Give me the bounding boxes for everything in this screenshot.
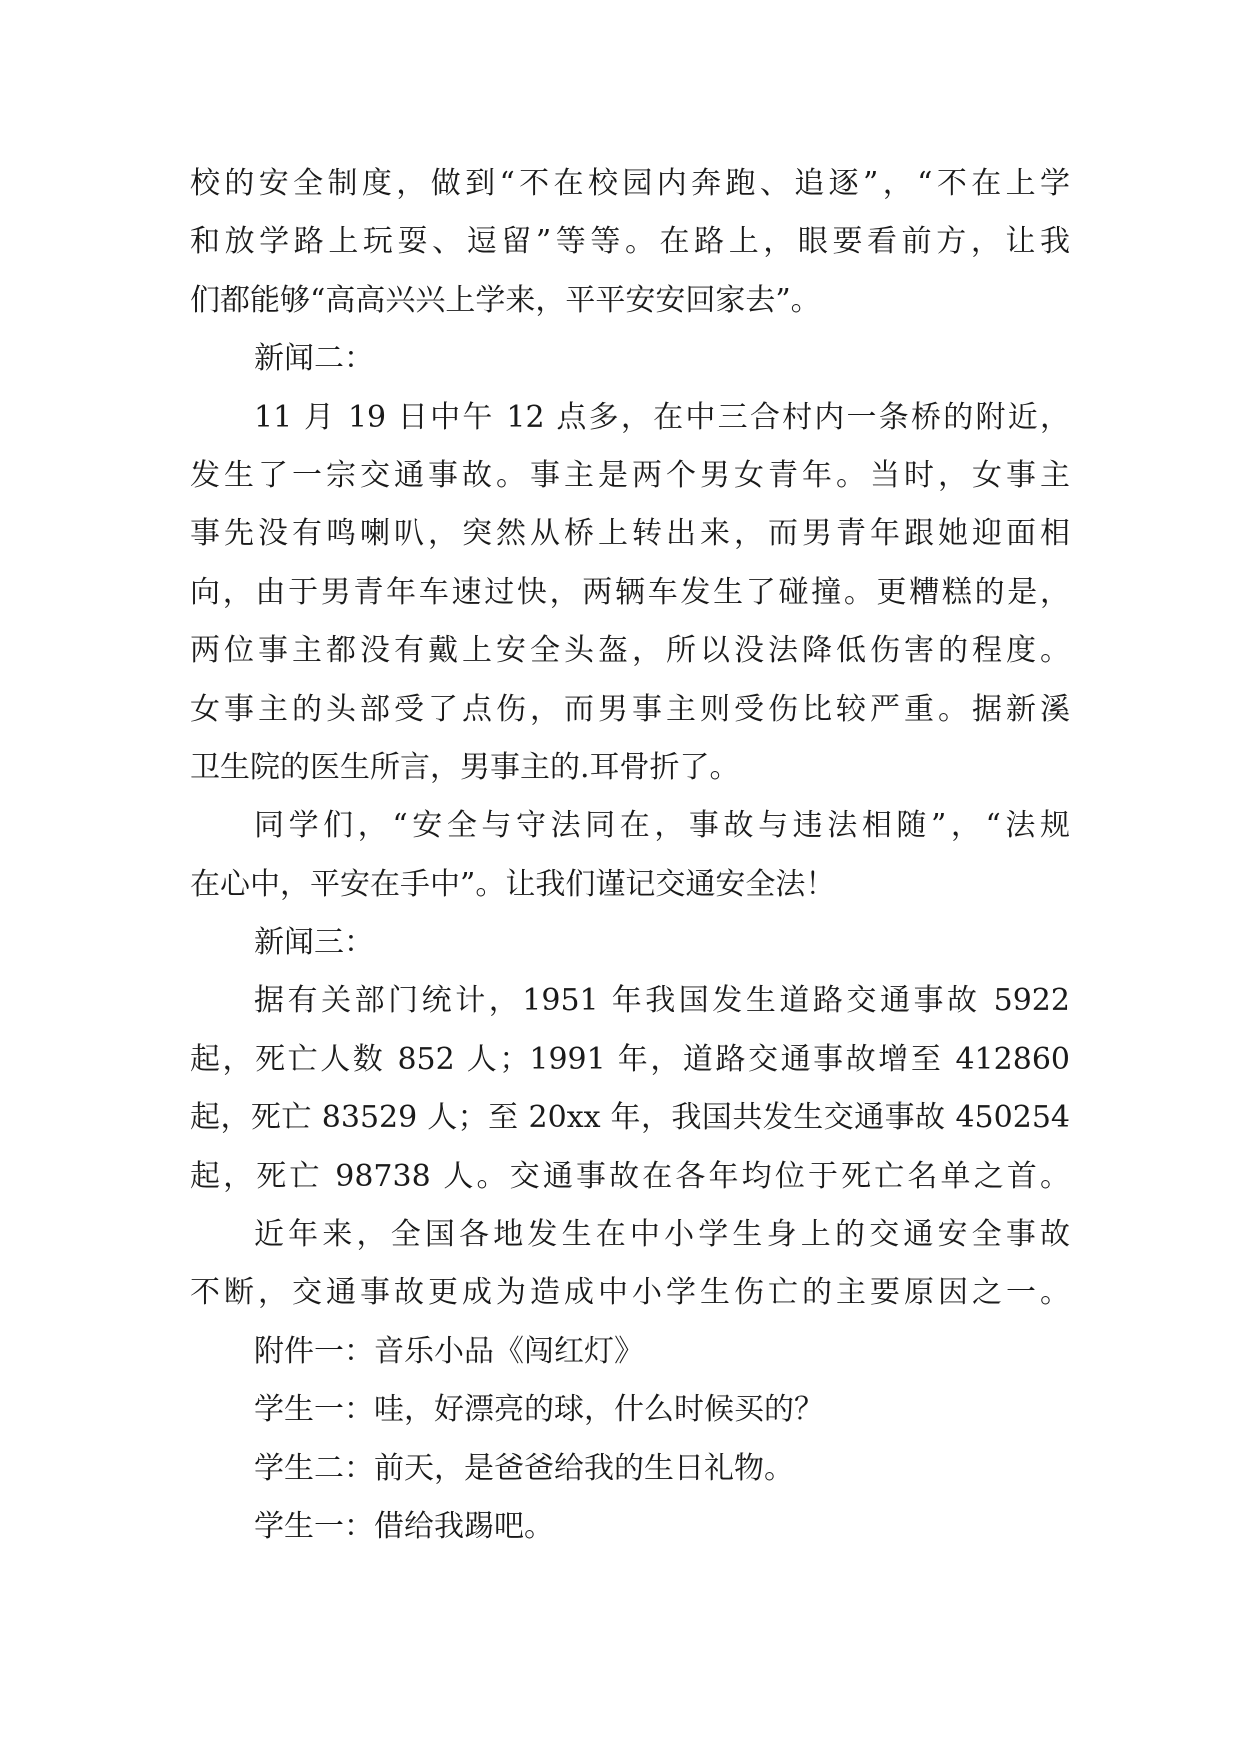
text-line: 校的安全制度，做到“不在校园内奔跑、追逐”，“不在上学 <box>190 166 1070 201</box>
text-line: 在心中，平安在手中”。让我们谨记交通安全法！ <box>190 866 836 902</box>
text-line: 近年来，全国各地发生在中小学生身上的交通安全事故 <box>254 1217 1070 1253</box>
text-line: 据有关部门统计，1951 年我国发生道路交通事故 5922 <box>254 983 1070 1019</box>
text-line: 附件一：音乐小品《闯红灯》 <box>254 1333 644 1369</box>
text-line: 和放学路上玩耍、逗留”等等。在路上，眼要看前方，让我 <box>190 224 1070 260</box>
text-line: 们都能够“高高兴兴上学来，平平安安回家去”。 <box>190 282 821 318</box>
text-line: 同学们，“安全与守法同在，事故与违法相随”，“法规 <box>254 808 1070 844</box>
text-line: 起，死亡 83529 人；至 20xx 年，我国共发生交通事故 450254 <box>190 1100 1070 1136</box>
text-line: 新闻三： <box>254 925 374 961</box>
text-line: 起，死亡 98738 人。交通事故在各年均位于死亡名单之首。 <box>190 1158 1070 1194</box>
text-line: 起，死亡人数 852 人；1991 年，道路交通事故增至 412860 <box>190 1041 1070 1077</box>
text-line: 向，由于男青年车速过快，两辆车发生了碰撞。更糟糕的是， <box>190 574 1070 610</box>
text-line: 发生了一宗交通事故。事主是两个男女青年。当时，女事主 <box>190 457 1070 493</box>
text-line: 学生二：前天，是爸爸给我的生日礼物。 <box>254 1450 794 1486</box>
text-line: 事先没有鸣喇叭，突然从桥上转出来，而男青年跟她迎面相 <box>190 516 1070 552</box>
text-line: 两位事主都没有戴上安全头盔，所以没法降低伤害的程度。 <box>190 633 1070 669</box>
text-line: 不断，交通事故更成为造成中小学生伤亡的主要原因之一。 <box>190 1275 1070 1311</box>
text-line: 女事主的头部受了点伤，而男事主则受伤比较严重。据新溪 <box>190 691 1070 727</box>
text-line: 卫生院的医生所言，男事主的.耳骨折了。 <box>190 749 740 785</box>
text-line: 新闻二： <box>254 341 374 377</box>
text-line: 学生一：哇，好漂亮的球，什么时候买的？ <box>254 1392 824 1428</box>
body-text <box>190 155 1070 1556</box>
text-line: 学生一：借给我踢吧。 <box>254 1508 554 1544</box>
text-line: 11 月 19 日中午 12 点多，在中三合村内一条桥的附近， <box>254 399 1070 435</box>
